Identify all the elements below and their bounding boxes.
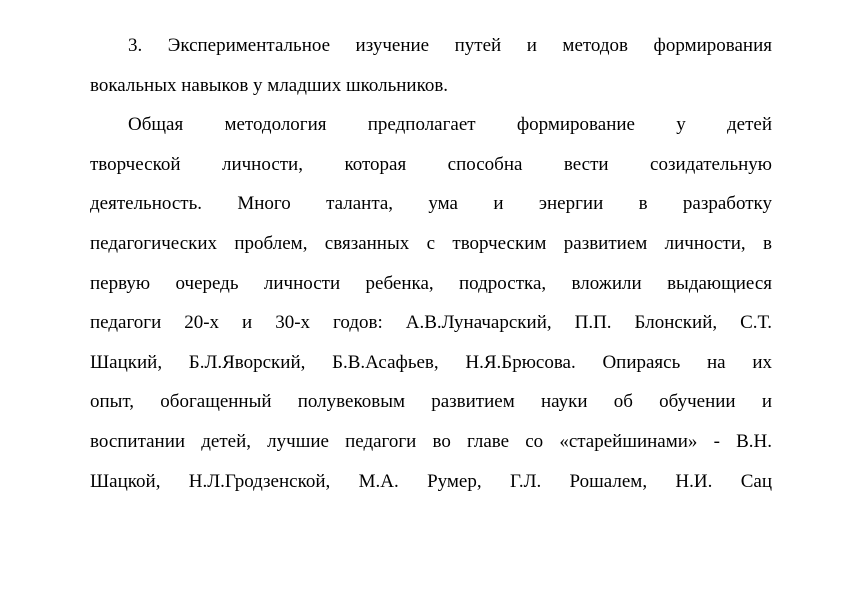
paragraph-line-4: педагогических проблем, связанных с творческим развитием личности, в	[90, 232, 772, 254]
paragraph-line-6: педагоги 20-х и 30-х годов: А.В.Луначарский, П.П. Блонский, С.Т.	[90, 312, 772, 334]
paragraph-line-8: опыт, обогащенный полувековым развитием науки об обучении и	[90, 391, 772, 413]
paragraph-line-7: Шацкий, Б.Л.Яворский, Б.В.Асафьев, Н.Я.Брюсова. Опираясь на их	[90, 351, 772, 373]
paragraph-line-9: воспитании детей, лучшие педагоги во главе со «старейшинами» - В.Н.	[90, 430, 772, 452]
document-body	[90, 26, 772, 501]
paragraph-line-3: деятельность. Много таланта, ума и энергии в разработку	[90, 193, 772, 215]
heading-line-1: 3. Экспериментальное изучение путей и методов формирования	[128, 35, 772, 56]
paragraph-line-1: Общая методология предполагает формирование у детей	[128, 114, 772, 136]
paragraph-line-5: первую очередь личности ребенка, подростка, вложили выдающиеся	[90, 272, 772, 294]
heading-line-2: вокальных навыков у младших школьников.	[90, 74, 449, 96]
paragraph-line-2: творческой личности, которая способна вести созидательную	[90, 153, 772, 175]
paragraph-line-10: Шацкой, Н.Л.Гродзенской, М.А. Румер, Г.Л. Рошалем, Н.И. Сац	[90, 470, 772, 492]
